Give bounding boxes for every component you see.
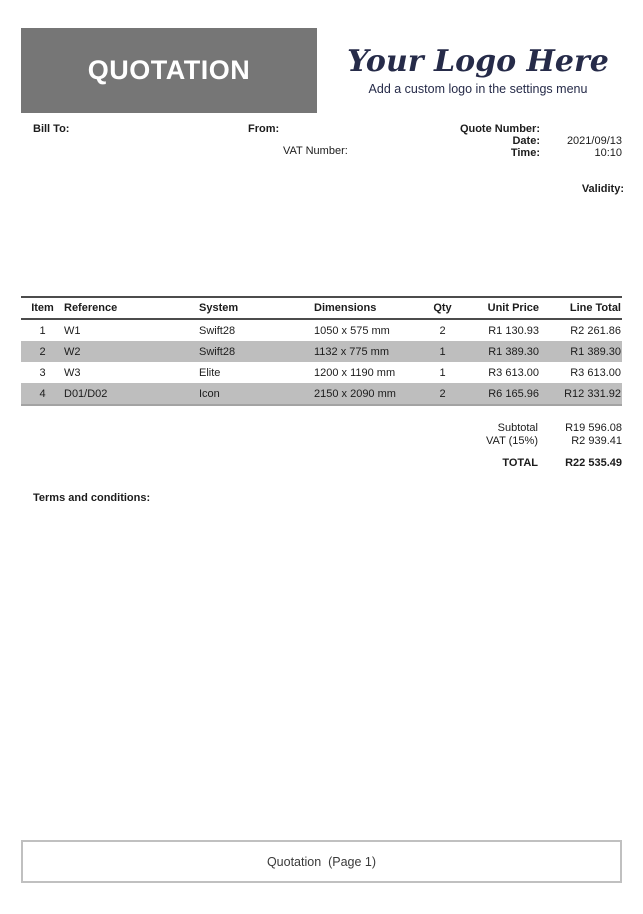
total-label: TOTAL — [502, 457, 538, 469]
vat-value: R2 939.41 — [571, 434, 622, 447]
table-row — [21, 383, 622, 404]
logo-placeholder — [345, 43, 611, 96]
page-footer-label: Quotation (Page 1) — [266, 854, 377, 869]
table-cell: 1 — [439, 345, 446, 358]
table-cell: 2150 x 2090 mm — [314, 387, 396, 400]
table-cell: R1 130.93 — [488, 324, 539, 337]
table-cell: 2 — [439, 387, 446, 400]
table-cell: R1 389.30 — [488, 345, 539, 358]
subtotal-row — [392, 422, 622, 435]
table-cell: 2 — [39, 345, 46, 358]
table-cell: 1200 x 1190 mm — [314, 366, 396, 379]
table-cell: Swift28 — [199, 345, 236, 358]
table-cell: R6 165.96 — [488, 387, 539, 400]
time-label: Time: — [510, 147, 540, 159]
logo-text: Your Logo Here — [347, 44, 609, 79]
vat-row — [392, 435, 622, 448]
quote-table — [21, 296, 622, 406]
document-title-banner — [21, 28, 317, 113]
table-cell: 1 — [439, 366, 446, 379]
subtotal-value: R19 596.08 — [565, 422, 622, 434]
table-cell: 3 — [39, 366, 46, 379]
page-footer — [21, 840, 622, 883]
column-header-item: Item — [31, 302, 54, 314]
column-header-line-total: Line Total — [569, 302, 621, 314]
column-header-system: System — [199, 302, 239, 314]
subtotal-label: Subtotal — [497, 422, 538, 434]
table-row — [21, 320, 622, 341]
total-value: R22 535.49 — [565, 457, 622, 469]
column-header-dimensions: Dimensions — [314, 302, 377, 314]
table-cell: 1 — [39, 324, 46, 337]
column-header-qty: Qty — [433, 302, 452, 314]
table-body — [21, 320, 622, 406]
bill-to-label: Bill To: — [33, 123, 70, 135]
table-cell: D01/D02 — [64, 387, 108, 400]
table-cell: R3 613.00 — [488, 366, 539, 379]
document-title: QUOTATION — [87, 55, 251, 85]
date-label: Date: — [512, 135, 540, 147]
table-cell: W2 — [64, 345, 81, 358]
terms-and-conditions-label: Terms and conditions: — [33, 492, 151, 504]
table-cell: Icon — [199, 387, 220, 400]
table-cell: Swift28 — [199, 324, 236, 337]
table-cell: 4 — [39, 387, 46, 400]
total-row — [392, 457, 622, 470]
validity-label: Validity: — [581, 183, 624, 195]
quote-meta-values — [567, 135, 622, 159]
table-cell: 2 — [439, 324, 446, 337]
table-cell: W1 — [64, 324, 81, 337]
table-cell: 1050 x 575 mm — [314, 324, 390, 337]
table-header-row — [21, 298, 622, 320]
column-header-unit-price: Unit Price — [487, 302, 539, 314]
vat-label: VAT (15%) — [486, 434, 538, 447]
time-value: 10:10 — [594, 147, 622, 159]
table-cell: R3 613.00 — [570, 366, 621, 379]
table-cell: R2 261.86 — [570, 324, 621, 337]
table-row — [21, 341, 622, 362]
logo-subtitle: Add a custom logo in the settings menu — [368, 82, 588, 96]
quote-number-label: Quote Number: — [459, 123, 540, 135]
vat-number-label: VAT Number: — [283, 145, 348, 157]
table-cell: R12 331.92 — [564, 387, 621, 400]
quote-meta-labels — [460, 123, 540, 159]
table-cell: 1132 x 775 mm — [314, 345, 390, 358]
totals-block — [392, 422, 622, 470]
from-label: From: — [248, 123, 280, 135]
date-value: 2021/09/13 — [566, 135, 622, 147]
column-header-reference: Reference — [64, 302, 118, 314]
table-cell: W3 — [64, 366, 81, 379]
table-row — [21, 362, 622, 383]
table-cell: Elite — [199, 366, 221, 379]
table-cell: R1 389.30 — [570, 345, 621, 358]
